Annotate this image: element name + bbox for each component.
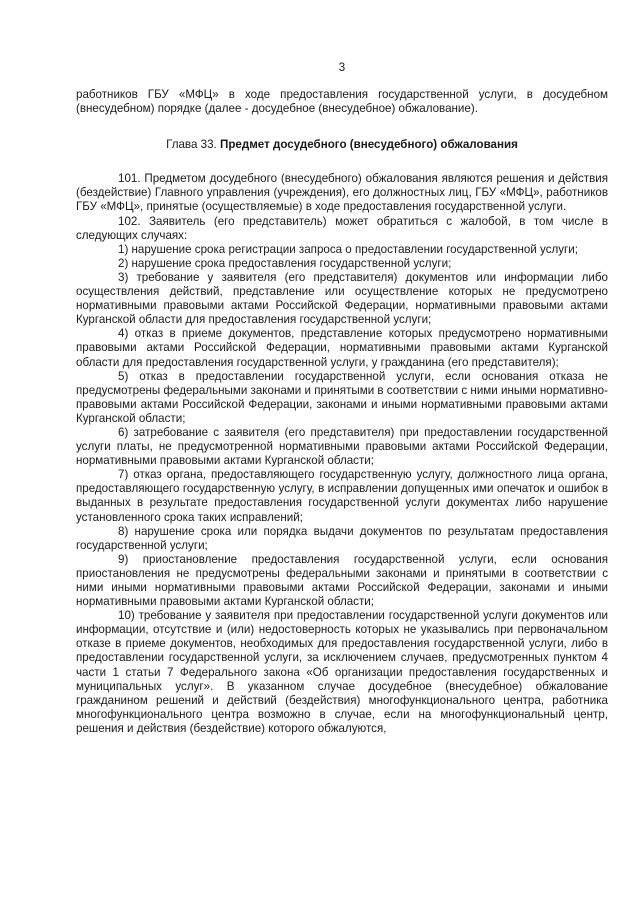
document-body — [76, 88, 608, 736]
intro-paragraph: работников ГБУ «МФЦ» в ходе предоставления государственной услуги, в досудебном (внесудебном) порядке (далее - досудебное (внесудебное) обжалование). — [76, 88, 608, 116]
paragraph-102: 102. Заявитель (его представитель) может обратиться с жалобой, в том числе в следующих случаях: — [76, 214, 608, 242]
list-item-4: 4) отказ в приеме документов, представление которых предусмотрено нормативными правовыми актами Российской Федерации, нормативными правовыми актами Курганской области для предоставления государственной услуги, у гражданина (его представителя); — [76, 327, 608, 369]
list-item-9: 9) приостановление предоставления государственной услуги, если основания приостановления не предусмотрены федеральными законами и принятыми в соответствии с ними иными нормативными правовыми актами Российской Федерации, законами и иными нормативными правовыми актами Курганской области; — [76, 552, 608, 609]
list-item-5: 5) отказ в предоставлении государственной услуги, если основания отказа не предусмотрены федеральными законами и принятыми в соответствии с ними иными нормативно-правовыми актами Российской Федерации, законами и иными нормативными правовыми актами Курганской области; — [76, 369, 608, 425]
list-item-1: 1) нарушение срока регистрации запроса о предоставлении государственной услуги; — [118, 242, 578, 256]
paragraph-101: 101. Предметом досудебного (внесудебного) обжалования являются решения и действия (бездействие) Главного управления (учреждения), его должностных лиц, ГБУ «МФЦ», работников ГБУ «МФЦ», принятые (осуществляемые) в ходе предоставления государственной услуги. — [76, 172, 608, 214]
list-item-8: 8) нарушение срока или порядка выдачи документов по результатам предоставления государственной услуги; — [76, 524, 608, 552]
chapter-prefix: Глава 33. — [166, 138, 220, 152]
chapter-title: Предмет досудебного (внесудебного) обжалования — [219, 138, 518, 152]
list-item-10: 10) требование у заявителя при предоставлении государственной услуги документов или информации, отсутствие и (или) недостоверность которых не указывались при первоначальном отказе в приеме документов, необходимых для предоставления государственной услуги, либо в предоставлении государственной услуги, за исключением случаев, предусмотренных пунктом 4 части 1 статьи 7 Федерального закона «Об организации предоставления государственных и муниципальных услуг». В указанном случае досудебное (внесудебное) обжалование гражданином решений и действий (бездействия) многофункционального центра, работника многофункционального центра возможно в случае, если на многофункциональный центр, решения и действия (бездействие) которого обжалуются, — [76, 609, 608, 735]
list-item-2: 2) нарушение срока предоставления государственной услуги; — [118, 256, 452, 270]
list-item-3: 3) требование у заявителя (его представителя) документов или информации либо осуществления действий, представление или осуществление которых не предусмотрено нормативными правовыми актами Российской Федерации, нормативными правовыми актами Курганской области для предоставления государственной услуги; — [76, 270, 608, 327]
chapter-heading — [76, 138, 608, 152]
page-number: 3 — [338, 62, 346, 74]
list-item-7: 7) отказ органа, предоставляющего государственную услугу, должностного лица органа, предоставляющего государственную услугу, в исправлении допущенных ими опечаток и ошибок в выданных в результате предоставления государственной услуги документах либо нарушение установленного срока таких исправлений; — [76, 468, 608, 524]
list-item-6: 6) затребование с заявителя (его представителя) при предоставлении государственной услуги платы, не предусмотренной нормативными правовыми актами Российской Федерации, нормативными правовыми актами Курганской области; — [76, 425, 608, 468]
